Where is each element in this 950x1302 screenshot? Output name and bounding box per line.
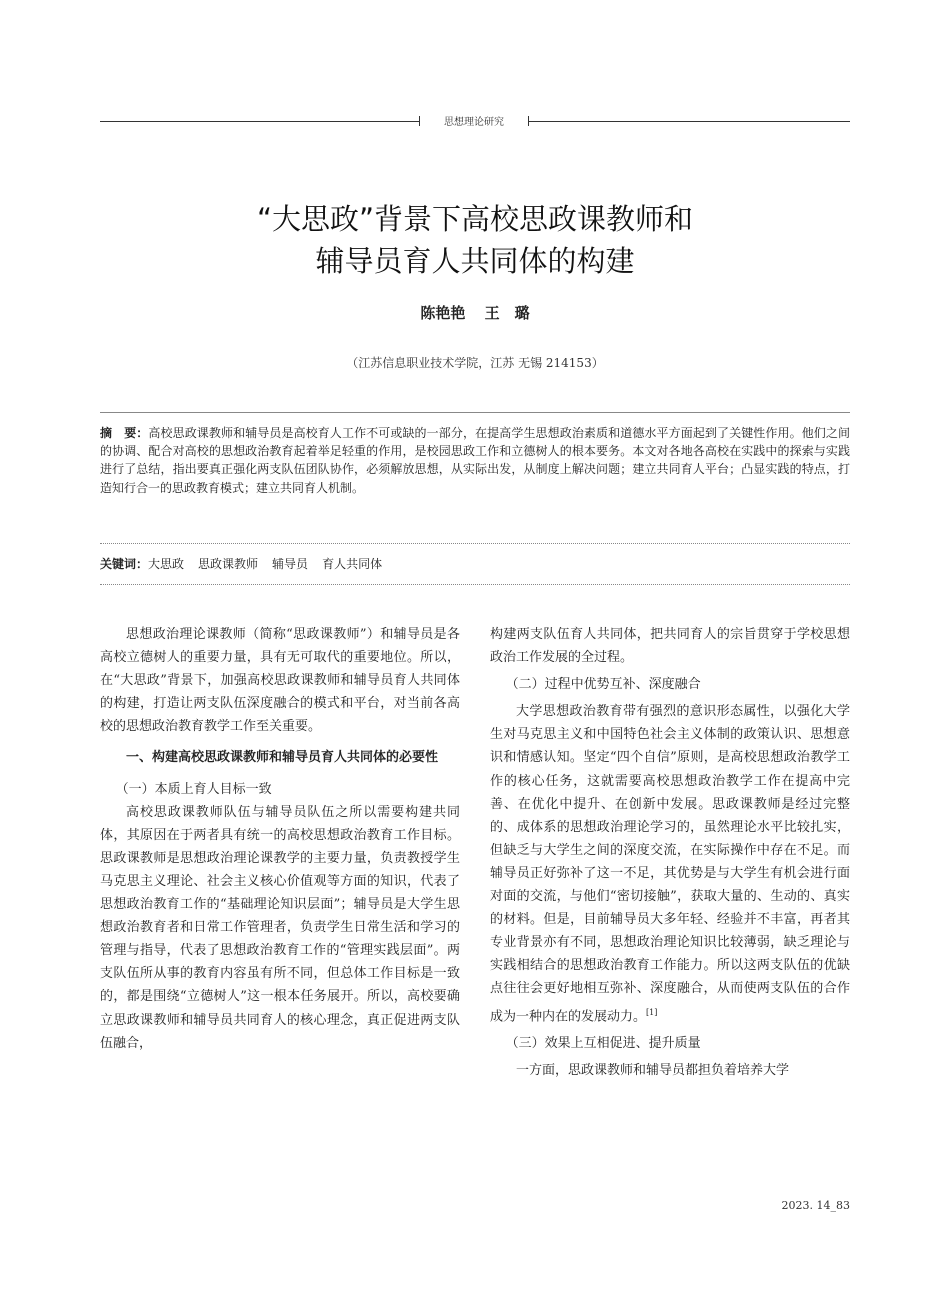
subsection-1-paragraph: 高校思政课教师队伍与辅导员队伍之所以需要构建共同体，其原因在于两者具有统一的高校思想政治教育工作目标。思政课教师是思想政治理论课教学的主要力量，负责教授学生马克思主义理论、社会主义核心价值观等方面的知识，代表了思想政治教育工作的“基础理论知识层面”；辅导员是大学生思想政治教育者和日常工作管理者，负责学生日常生活和学习的管理与指导，代表了思想政治教育工作的“管理实践层面”。两支队伍所从事的教育内容虽有所不同，但总体工作目标是一致的，都是围绕“立德树人”这一根本任务展开。所以，高校要确立思政课教师和辅导员共同育人的核心理念，真正促进两支队伍融合， <box>100 804 460 1051</box>
keyword-4: 育人共同体 <box>322 557 383 571</box>
abstract-bottom-rule <box>100 543 850 544</box>
affiliation: （江苏信息职业技术学院，江苏 无锡 214153） <box>346 356 604 370</box>
subsection-2-text: 大学思想政治教育带有强烈的意识形态属性，以强化大学生对马克思主义和中国特色社会主义体制的政策认识、思想意识和情感认知。坚定“四个自信”原则，是高校思想政治教学工作的核心任务，这就需要高校思想政治教学工作在提高中完善、在优化中提升、在创新中发展。思政课教师是经过完整的、成体系的思想政治理论学习的，虽然理论水平比较扎实，但缺乏与大学生之间的深度交流，在实际操作中存在不足。而辅导员正好弥补了这一不足，其优势是与大学生有机会进行面对面的交流，与他们“密切接触”，获取大量的、生动的、真实的材料。但是，目前辅导员大多年轻、经验并不丰富，再者其专业背景亦有不同，思想政治理论知识比较薄弱，缺乏理论与实践相结合的思想政治教育工作能力。所以这两支队伍的优缺点往往会更好地相互弥补、深度融合，从而使两支队伍的合作成为一种内在的发展动力。 <box>490 704 850 1024</box>
subsection-3-paragraph: 一方面，思政课教师和辅导员都担负着培养大学 <box>516 1063 790 1079</box>
keyword-3: 辅导员 <box>272 557 309 571</box>
section-1-heading: 一、构建高校思政课教师和辅导员育人共同体的必要性 <box>126 750 439 766</box>
section-header: 思想理论研究 <box>444 117 504 128</box>
intro-paragraph: 思想政治理论课教师（简称“思政课教师”）和辅导员是各高校立德树人的重要力量，具有无可取代的重要地位。所以，在“大思政”背景下，加强高校思政课教师和辅导员育人共同体的构建，打造让两支队伍深度融合的模式和平台，对当前各高校的思想政治教育教学工作至关重要。 <box>100 627 460 735</box>
page-number: 2023. 14_83 <box>781 1199 850 1212</box>
abstract-text: 高校思政课教师和辅导员是高校育人工作不可或缺的一部分，在提高学生思想政治素质和道德水平方面起到了关键性作用。他们之间的协调、配合对高校的思想政治教育起着举足轻重的作用，是校园思政工作和立德树人的根本要务。本文对各地各高校在实践中的探索与实践进行了总结，指出要真正强化两支队伍团队协作，必须解放思想，从实际出发，从制度上解决问题；建立共同育人平台；凸显实践的特点，打造知行合一的思政教育模式；建立共同育人机制。 <box>100 426 850 495</box>
header-rule-right <box>528 121 850 122</box>
subsection-2-paragraph <box>490 700 850 1028</box>
abstract <box>100 424 850 497</box>
keywords-bottom-rule <box>100 584 850 585</box>
keywords <box>100 555 850 572</box>
subsection-2-heading: （二）过程中优势互补、深度融合 <box>505 677 701 693</box>
header-tick-left <box>419 116 420 126</box>
keyword-2: 思政课教师 <box>198 557 259 571</box>
title-line-1: “大思政”背景下高校思政课教师和 <box>256 202 694 236</box>
header-rule-left <box>100 121 420 122</box>
abstract-top-rule <box>100 412 850 413</box>
keywords-label: 关键词： <box>100 557 149 571</box>
abstract-label: 摘 要： <box>100 426 149 440</box>
citation-1: [1] <box>646 1007 658 1017</box>
title-line-2: 辅导员育人共同体的构建 <box>315 244 635 278</box>
body-column-left <box>100 623 460 1055</box>
body-column-right <box>490 623 850 1082</box>
author-2: 王 璐 <box>484 304 530 322</box>
author-1: 陈艳艳 <box>420 304 466 322</box>
keyword-1: 大思政 <box>148 557 185 571</box>
subsection-3-heading: （三）效果上互相促进、提升质量 <box>505 1035 701 1051</box>
authors <box>100 302 850 323</box>
subsection-1-heading: （一）本质上育人目标一致 <box>115 781 272 797</box>
subsection-1-paragraph-continued: 构建两支队伍育人共同体，把共同育人的宗旨贯穿于学校思想政治工作发展的全过程。 <box>490 627 850 666</box>
paper-title <box>100 198 850 282</box>
